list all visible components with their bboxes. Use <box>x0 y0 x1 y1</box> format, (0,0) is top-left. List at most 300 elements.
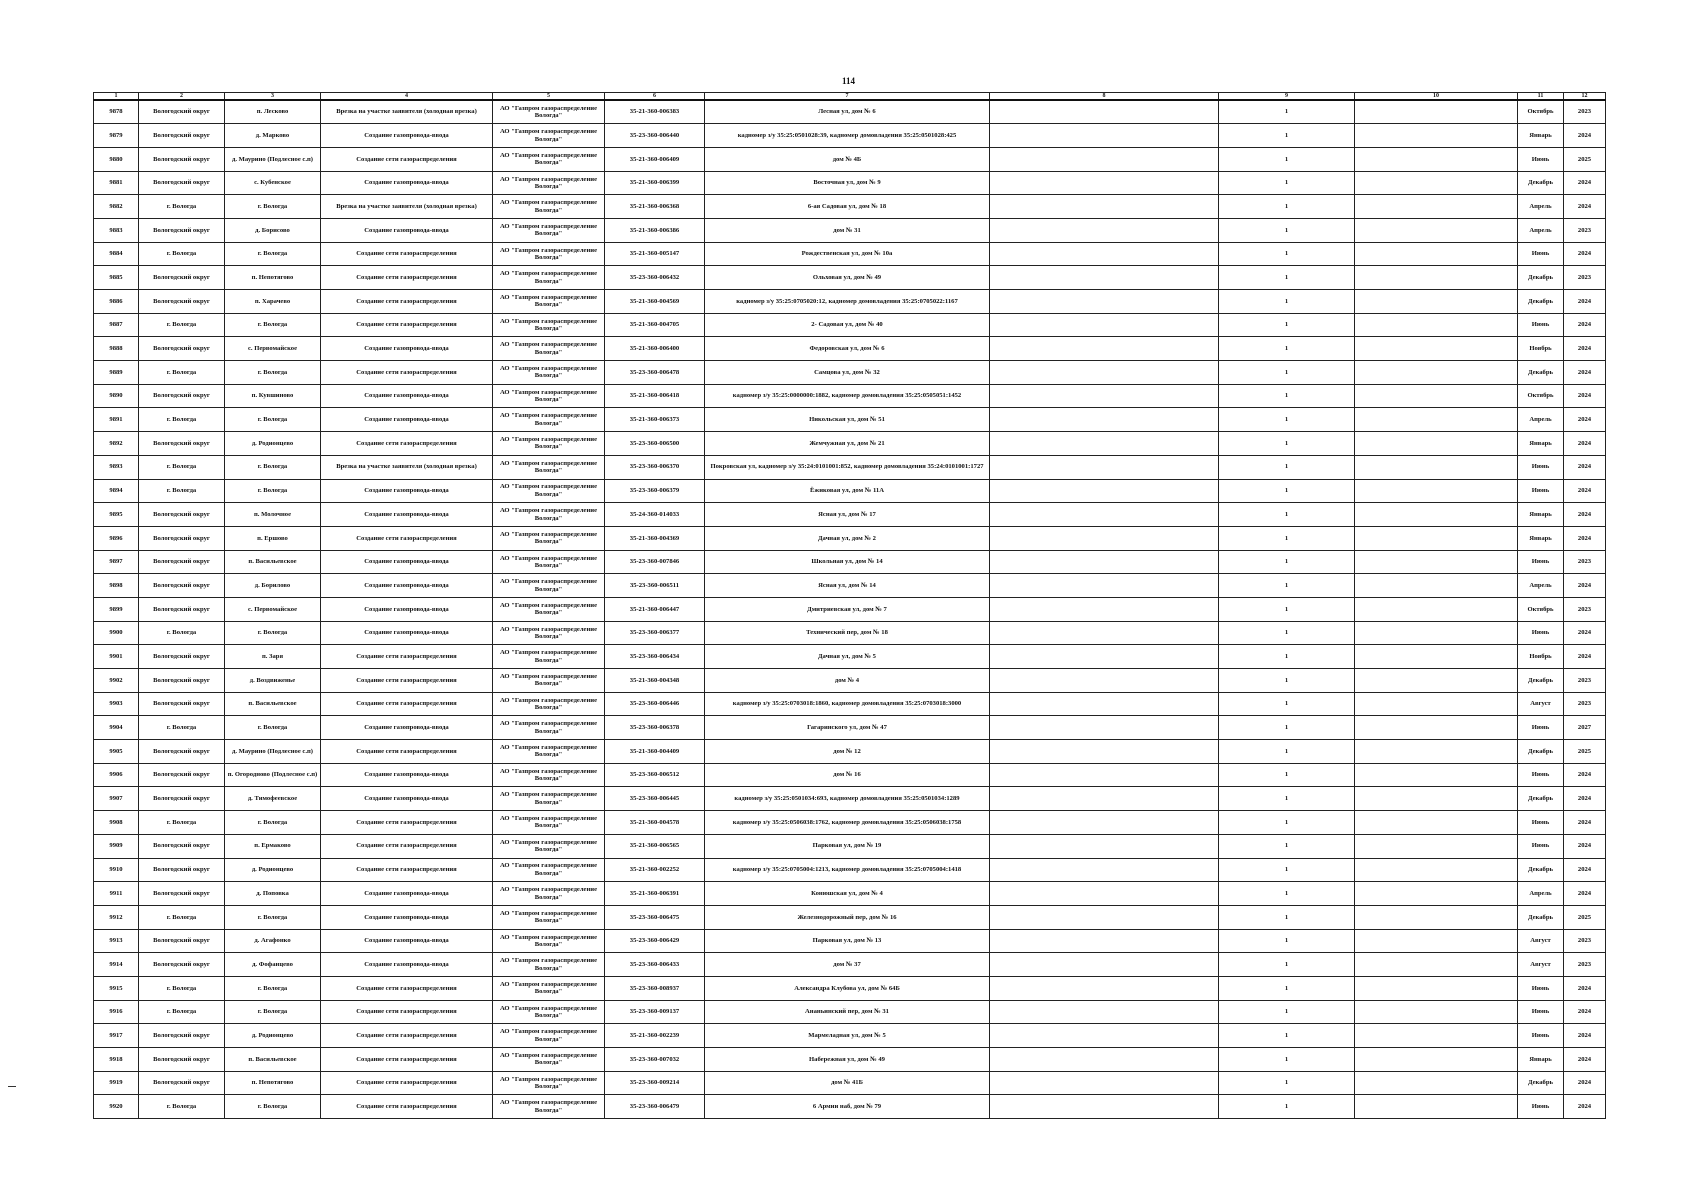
district-cell: Вологодский округ <box>139 218 225 242</box>
table-row <box>94 266 1606 290</box>
empty-cell <box>1355 195 1518 219</box>
empty-cell <box>990 124 1219 148</box>
work-type-cell: Создание сети газораспределения <box>321 1048 493 1072</box>
empty-cell <box>990 574 1219 598</box>
year-cell: 2024 <box>1564 337 1606 361</box>
table-row <box>94 1000 1606 1024</box>
table-row <box>94 574 1606 598</box>
table-row <box>94 763 1606 787</box>
column-header: 4 <box>321 93 493 101</box>
locality-cell: п. Огородново (Подлесное с.п) <box>225 763 321 787</box>
organization-cell: АО "Газпром газораспределение Вологда" <box>493 692 605 716</box>
row-number-cell: 9882 <box>94 195 139 219</box>
empty-cell <box>990 953 1219 977</box>
year-cell: 2025 <box>1564 905 1606 929</box>
empty-cell <box>1355 740 1518 764</box>
application-code-cell: 35-23-360-006378 <box>605 716 705 740</box>
district-cell: Вологодский округ <box>139 1048 225 1072</box>
empty-cell <box>1355 124 1518 148</box>
empty-cell <box>1355 550 1518 574</box>
empty-cell <box>1355 787 1518 811</box>
address-cell: Парковая ул, дом № 13 <box>705 929 990 953</box>
year-cell: 2024 <box>1564 503 1606 527</box>
work-type-cell: Врезка на участке заявителя (холодная врезка) <box>321 195 493 219</box>
district-cell: Вологодский округ <box>139 171 225 195</box>
organization-cell: АО "Газпром газораспределение Вологда" <box>493 574 605 598</box>
organization-cell: АО "Газпром газораспределение Вологда" <box>493 740 605 764</box>
locality-cell: д. Марково <box>225 124 321 148</box>
application-code-cell: 35-21-360-006565 <box>605 834 705 858</box>
address-cell: Восточная ул, дом № 9 <box>705 171 990 195</box>
table-row <box>94 905 1606 929</box>
empty-cell <box>1355 479 1518 503</box>
organization-cell: АО "Газпром газораспределение Вологда" <box>493 171 605 195</box>
year-cell: 2024 <box>1564 290 1606 314</box>
district-cell: Вологодский округ <box>139 290 225 314</box>
table-row <box>94 432 1606 456</box>
district-cell: Вологодский округ <box>139 574 225 598</box>
application-code-cell: 35-23-360-009137 <box>605 1000 705 1024</box>
organization-cell: АО "Газпром газораспределение Вологда" <box>493 882 605 906</box>
table-row <box>94 882 1606 906</box>
row-number-cell: 9889 <box>94 361 139 385</box>
empty-cell <box>990 290 1219 314</box>
application-code-cell: 35-23-360-006475 <box>605 905 705 929</box>
work-type-cell: Создание газопровода-ввода <box>321 479 493 503</box>
empty-cell <box>990 384 1219 408</box>
year-cell: 2024 <box>1564 384 1606 408</box>
month-cell: Октябрь <box>1518 597 1564 621</box>
row-number-cell: 9898 <box>94 574 139 598</box>
work-type-cell: Создание газопровода-ввода <box>321 124 493 148</box>
count-cell: 1 <box>1219 526 1355 550</box>
month-cell: Июнь <box>1518 1095 1564 1119</box>
month-cell: Декабрь <box>1518 171 1564 195</box>
organization-cell: АО "Газпром газораспределение Вологда" <box>493 976 605 1000</box>
work-type-cell: Создание газопровода-ввода <box>321 716 493 740</box>
work-type-cell: Создание газопровода-ввода <box>321 171 493 195</box>
count-cell: 1 <box>1219 929 1355 953</box>
application-code-cell: 35-23-360-006445 <box>605 787 705 811</box>
district-cell: Вологодский округ <box>139 645 225 669</box>
address-cell: кадномер з/у 35:25:0506038:1762, кадномер домовладения 35:25:0506038:1758 <box>705 811 990 835</box>
application-code-cell: 35-23-360-006434 <box>605 645 705 669</box>
locality-cell: п. Харачево <box>225 290 321 314</box>
month-cell: Август <box>1518 692 1564 716</box>
row-number-cell: 9906 <box>94 763 139 787</box>
application-code-cell: 35-21-360-002239 <box>605 1024 705 1048</box>
count-cell: 1 <box>1219 645 1355 669</box>
locality-cell: п. Лесково <box>225 100 321 124</box>
empty-cell <box>990 882 1219 906</box>
organization-cell: АО "Газпром газораспределение Вологда" <box>493 669 605 693</box>
organization-cell: АО "Газпром газораспределение Вологда" <box>493 953 605 977</box>
district-cell: г. Вологда <box>139 408 225 432</box>
row-number-cell: 9897 <box>94 550 139 574</box>
application-code-cell: 35-21-360-004348 <box>605 669 705 693</box>
empty-cell <box>1355 597 1518 621</box>
locality-cell: п. Непотягово <box>225 1071 321 1095</box>
year-cell: 2024 <box>1564 408 1606 432</box>
count-cell: 1 <box>1219 787 1355 811</box>
count-cell: 1 <box>1219 147 1355 171</box>
row-number-cell: 9913 <box>94 929 139 953</box>
row-number-cell: 9916 <box>94 1000 139 1024</box>
district-cell: Вологодский округ <box>139 266 225 290</box>
district-cell: Вологодский округ <box>139 147 225 171</box>
row-number-cell: 9894 <box>94 479 139 503</box>
address-cell: Никольская ул, дом № 51 <box>705 408 990 432</box>
year-cell: 2024 <box>1564 811 1606 835</box>
table-row <box>94 1071 1606 1095</box>
month-cell: Январь <box>1518 432 1564 456</box>
address-cell: Ольховая ул, дом № 49 <box>705 266 990 290</box>
month-cell: Апрель <box>1518 882 1564 906</box>
district-cell: Вологодский округ <box>139 692 225 716</box>
table-row <box>94 124 1606 148</box>
month-cell: Декабрь <box>1518 858 1564 882</box>
count-cell: 1 <box>1219 905 1355 929</box>
table-row <box>94 1048 1606 1072</box>
district-cell: г. Вологда <box>139 242 225 266</box>
locality-cell: г. Вологда <box>225 1095 321 1119</box>
application-code-cell: 35-21-360-006383 <box>605 100 705 124</box>
empty-cell <box>990 929 1219 953</box>
district-cell: Вологодский округ <box>139 882 225 906</box>
work-type-cell: Создание сети газораспределения <box>321 692 493 716</box>
address-cell: кадномер з/у 35:25:0501034:693, кадномер домовладения 35:25:0501034:1289 <box>705 787 990 811</box>
locality-cell: д. Агафонко <box>225 929 321 953</box>
locality-cell: д. Фофанцево <box>225 953 321 977</box>
application-code-cell: 35-23-360-006429 <box>605 929 705 953</box>
count-cell: 1 <box>1219 432 1355 456</box>
empty-cell <box>990 313 1219 337</box>
locality-cell: п. Ершово <box>225 526 321 550</box>
count-cell: 1 <box>1219 763 1355 787</box>
table-row <box>94 100 1606 124</box>
locality-cell: д. Маурино (Подлесное с.п) <box>225 147 321 171</box>
empty-cell <box>1355 858 1518 882</box>
empty-cell <box>1355 503 1518 527</box>
month-cell: Июнь <box>1518 242 1564 266</box>
locality-cell: д. Родионцево <box>225 858 321 882</box>
table-row <box>94 645 1606 669</box>
empty-cell <box>1355 645 1518 669</box>
locality-cell: п. Васильевское <box>225 692 321 716</box>
locality-cell: с. Кубенское <box>225 171 321 195</box>
application-code-cell: 35-21-360-006409 <box>605 147 705 171</box>
table-row <box>94 290 1606 314</box>
organization-cell: АО "Газпром газораспределение Вологда" <box>493 858 605 882</box>
address-cell: дом № 12 <box>705 740 990 764</box>
row-number-cell: 9911 <box>94 882 139 906</box>
empty-cell <box>1355 384 1518 408</box>
locality-cell: д. Воздвиженье <box>225 669 321 693</box>
work-type-cell: Создание сети газораспределения <box>321 976 493 1000</box>
empty-cell <box>990 645 1219 669</box>
organization-cell: АО "Газпром газораспределение Вологда" <box>493 1095 605 1119</box>
month-cell: Декабрь <box>1518 740 1564 764</box>
empty-cell <box>990 763 1219 787</box>
year-cell: 2024 <box>1564 242 1606 266</box>
work-type-cell: Создание сети газораспределения <box>321 1095 493 1119</box>
row-number-cell: 9915 <box>94 976 139 1000</box>
work-type-cell: Создание газопровода-ввода <box>321 574 493 598</box>
work-type-cell: Создание сети газораспределения <box>321 1071 493 1095</box>
application-code-cell: 35-21-360-006418 <box>605 384 705 408</box>
table-row <box>94 740 1606 764</box>
row-number-cell: 9895 <box>94 503 139 527</box>
row-number-cell: 9904 <box>94 716 139 740</box>
organization-cell: АО "Газпром газораспределение Вологда" <box>493 621 605 645</box>
work-type-cell: Создание газопровода-ввода <box>321 905 493 929</box>
count-cell: 1 <box>1219 1095 1355 1119</box>
count-cell: 1 <box>1219 716 1355 740</box>
organization-cell: АО "Газпром газораспределение Вологда" <box>493 195 605 219</box>
address-cell: кадномер з/у 35:25:0703018:1860, кадномер домовладения 35:25:0703018:3000 <box>705 692 990 716</box>
count-cell: 1 <box>1219 124 1355 148</box>
address-cell: дом № 16 <box>705 763 990 787</box>
application-code-cell: 35-23-360-006433 <box>605 953 705 977</box>
year-cell: 2024 <box>1564 976 1606 1000</box>
table-row <box>94 976 1606 1000</box>
count-cell: 1 <box>1219 171 1355 195</box>
empty-cell <box>990 858 1219 882</box>
organization-cell: АО "Газпром газораспределение Вологда" <box>493 337 605 361</box>
count-cell: 1 <box>1219 361 1355 385</box>
empty-cell <box>1355 669 1518 693</box>
month-cell: Декабрь <box>1518 361 1564 385</box>
address-cell: Технический пер, дом № 18 <box>705 621 990 645</box>
row-number-cell: 9912 <box>94 905 139 929</box>
table-row <box>94 929 1606 953</box>
organization-cell: АО "Газпром газораспределение Вологда" <box>493 1048 605 1072</box>
locality-cell: с. Первомайское <box>225 337 321 361</box>
address-cell: дом № 4Б <box>705 147 990 171</box>
year-cell: 2023 <box>1564 669 1606 693</box>
address-cell: Мармеладная ул, дом № 5 <box>705 1024 990 1048</box>
application-code-cell: 35-21-360-006368 <box>605 195 705 219</box>
address-cell: кадномер з/у 35:25:0000000:1882, кадномер домовладения 35:25:0505051:1452 <box>705 384 990 408</box>
row-number-cell: 9886 <box>94 290 139 314</box>
empty-cell <box>990 1000 1219 1024</box>
work-type-cell: Создание сети газораспределения <box>321 290 493 314</box>
work-type-cell: Врезка на участке заявителя (холодная врезка) <box>321 455 493 479</box>
row-number-cell: 9902 <box>94 669 139 693</box>
month-cell: Декабрь <box>1518 290 1564 314</box>
empty-cell <box>990 361 1219 385</box>
application-code-cell: 35-23-360-007032 <box>605 1048 705 1072</box>
organization-cell: АО "Газпром газораспределение Вологда" <box>493 479 605 503</box>
month-cell: Июнь <box>1518 621 1564 645</box>
count-cell: 1 <box>1219 242 1355 266</box>
district-cell: г. Вологда <box>139 195 225 219</box>
locality-cell: г. Вологда <box>225 408 321 432</box>
empty-cell <box>990 834 1219 858</box>
column-header: 1 <box>94 93 139 101</box>
locality-cell: г. Вологда <box>225 1000 321 1024</box>
application-code-cell: 35-23-360-007846 <box>605 550 705 574</box>
empty-cell <box>1355 834 1518 858</box>
row-number-cell: 9884 <box>94 242 139 266</box>
work-type-cell: Создание газопровода-ввода <box>321 621 493 645</box>
application-code-cell: 35-21-360-006447 <box>605 597 705 621</box>
row-number-cell: 9880 <box>94 147 139 171</box>
month-cell: Январь <box>1518 503 1564 527</box>
month-cell: Июнь <box>1518 479 1564 503</box>
work-type-cell: Создание газопровода-ввода <box>321 384 493 408</box>
district-cell: Вологодский округ <box>139 1071 225 1095</box>
month-cell: Апрель <box>1518 574 1564 598</box>
address-cell: Парковая ул, дом № 19 <box>705 834 990 858</box>
empty-cell <box>990 242 1219 266</box>
column-header: 3 <box>225 93 321 101</box>
empty-cell <box>1355 882 1518 906</box>
month-cell: Июнь <box>1518 834 1564 858</box>
column-header: 2 <box>139 93 225 101</box>
row-number-cell: 9919 <box>94 1071 139 1095</box>
application-code-cell: 35-23-360-006370 <box>605 455 705 479</box>
address-cell: Ананьинский пер, дом № 31 <box>705 1000 990 1024</box>
organization-cell: АО "Газпром газораспределение Вологда" <box>493 550 605 574</box>
month-cell: Ноябрь <box>1518 337 1564 361</box>
month-cell: Август <box>1518 953 1564 977</box>
count-cell: 1 <box>1219 1024 1355 1048</box>
organization-cell: АО "Газпром газораспределение Вологда" <box>493 526 605 550</box>
organization-cell: АО "Газпром газораспределение Вологда" <box>493 503 605 527</box>
year-cell: 2023 <box>1564 692 1606 716</box>
address-cell: Ясная ул, дом № 17 <box>705 503 990 527</box>
work-type-cell: Врезка на участке заявителя (холодная врезка) <box>321 100 493 124</box>
district-cell: Вологодский округ <box>139 669 225 693</box>
year-cell: 2024 <box>1564 858 1606 882</box>
empty-cell <box>1355 526 1518 550</box>
work-type-cell: Создание сети газораспределения <box>321 313 493 337</box>
organization-cell: АО "Газпром газораспределение Вологда" <box>493 645 605 669</box>
year-cell: 2024 <box>1564 455 1606 479</box>
locality-cell: г. Вологда <box>225 976 321 1000</box>
empty-cell <box>990 218 1219 242</box>
address-cell: Ёжиковая ул, дом № 11А <box>705 479 990 503</box>
table-row <box>94 361 1606 385</box>
empty-cell <box>1355 976 1518 1000</box>
row-number-cell: 9892 <box>94 432 139 456</box>
empty-cell <box>1355 361 1518 385</box>
district-cell: Вологодский округ <box>139 834 225 858</box>
application-code-cell: 35-24-360-014033 <box>605 503 705 527</box>
month-cell: Январь <box>1518 124 1564 148</box>
count-cell: 1 <box>1219 195 1355 219</box>
column-header: 7 <box>705 93 990 101</box>
organization-cell: АО "Газпром газораспределение Вологда" <box>493 811 605 835</box>
empty-cell <box>1355 1095 1518 1119</box>
count-cell: 1 <box>1219 550 1355 574</box>
work-type-cell: Создание сети газораспределения <box>321 361 493 385</box>
work-type-cell: Создание сети газораспределения <box>321 834 493 858</box>
table-row <box>94 716 1606 740</box>
count-cell: 1 <box>1219 976 1355 1000</box>
column-header: 6 <box>605 93 705 101</box>
row-number-cell: 9910 <box>94 858 139 882</box>
table-row <box>94 195 1606 219</box>
count-cell: 1 <box>1219 100 1355 124</box>
month-cell: Декабрь <box>1518 787 1564 811</box>
count-cell: 1 <box>1219 503 1355 527</box>
locality-cell: г. Вологда <box>225 716 321 740</box>
table-row <box>94 526 1606 550</box>
locality-cell: г. Вологда <box>225 455 321 479</box>
empty-cell <box>990 811 1219 835</box>
table-row <box>94 218 1606 242</box>
month-cell: Июнь <box>1518 1024 1564 1048</box>
year-cell: 2023 <box>1564 597 1606 621</box>
month-cell: Апрель <box>1518 195 1564 219</box>
count-cell: 1 <box>1219 692 1355 716</box>
year-cell: 2024 <box>1564 361 1606 385</box>
empty-cell <box>1355 432 1518 456</box>
row-number-cell: 9888 <box>94 337 139 361</box>
month-cell: Декабрь <box>1518 905 1564 929</box>
empty-cell <box>1355 929 1518 953</box>
year-cell: 2024 <box>1564 526 1606 550</box>
organization-cell: АО "Газпром газораспределение Вологда" <box>493 1071 605 1095</box>
application-code-cell: 35-23-360-006432 <box>605 266 705 290</box>
organization-cell: АО "Газпром газораспределение Вологда" <box>493 361 605 385</box>
empty-cell <box>990 408 1219 432</box>
work-type-cell: Создание газопровода-ввода <box>321 929 493 953</box>
organization-cell: АО "Газпром газораспределение Вологда" <box>493 432 605 456</box>
district-cell: г. Вологда <box>139 976 225 1000</box>
row-number-cell: 9909 <box>94 834 139 858</box>
column-number-row <box>94 93 1606 101</box>
empty-cell <box>990 692 1219 716</box>
month-cell: Январь <box>1518 1048 1564 1072</box>
locality-cell: д. Тимофеевское <box>225 787 321 811</box>
month-cell: Июнь <box>1518 147 1564 171</box>
month-cell: Декабрь <box>1518 266 1564 290</box>
organization-cell: АО "Газпром газораспределение Вологда" <box>493 124 605 148</box>
month-cell: Июнь <box>1518 313 1564 337</box>
district-cell: г. Вологда <box>139 479 225 503</box>
empty-cell <box>1355 290 1518 314</box>
table-row <box>94 503 1606 527</box>
district-cell: Вологодский округ <box>139 597 225 621</box>
empty-cell <box>990 1071 1219 1095</box>
application-code-cell: 35-21-360-006400 <box>605 337 705 361</box>
organization-cell: АО "Газпром газораспределение Вологда" <box>493 597 605 621</box>
year-cell: 2024 <box>1564 834 1606 858</box>
row-number-cell: 9896 <box>94 526 139 550</box>
organization-cell: АО "Газпром газораспределение Вологда" <box>493 905 605 929</box>
table-row <box>94 171 1606 195</box>
application-code-cell: 35-23-360-009214 <box>605 1071 705 1095</box>
empty-cell <box>1355 242 1518 266</box>
month-cell: Июнь <box>1518 763 1564 787</box>
table-row <box>94 550 1606 574</box>
row-number-cell: 9899 <box>94 597 139 621</box>
empty-cell <box>990 266 1219 290</box>
address-cell: 6-ая Садовая ул, дом № 18 <box>705 195 990 219</box>
address-cell: дом № 41Б <box>705 1071 990 1095</box>
locality-cell: г. Вологда <box>225 242 321 266</box>
work-type-cell: Создание сети газораспределения <box>321 266 493 290</box>
district-cell: г. Вологда <box>139 811 225 835</box>
district-cell: Вологодский округ <box>139 550 225 574</box>
locality-cell: п. Заря <box>225 645 321 669</box>
month-cell: Январь <box>1518 526 1564 550</box>
empty-cell <box>1355 1024 1518 1048</box>
empty-cell <box>1355 337 1518 361</box>
